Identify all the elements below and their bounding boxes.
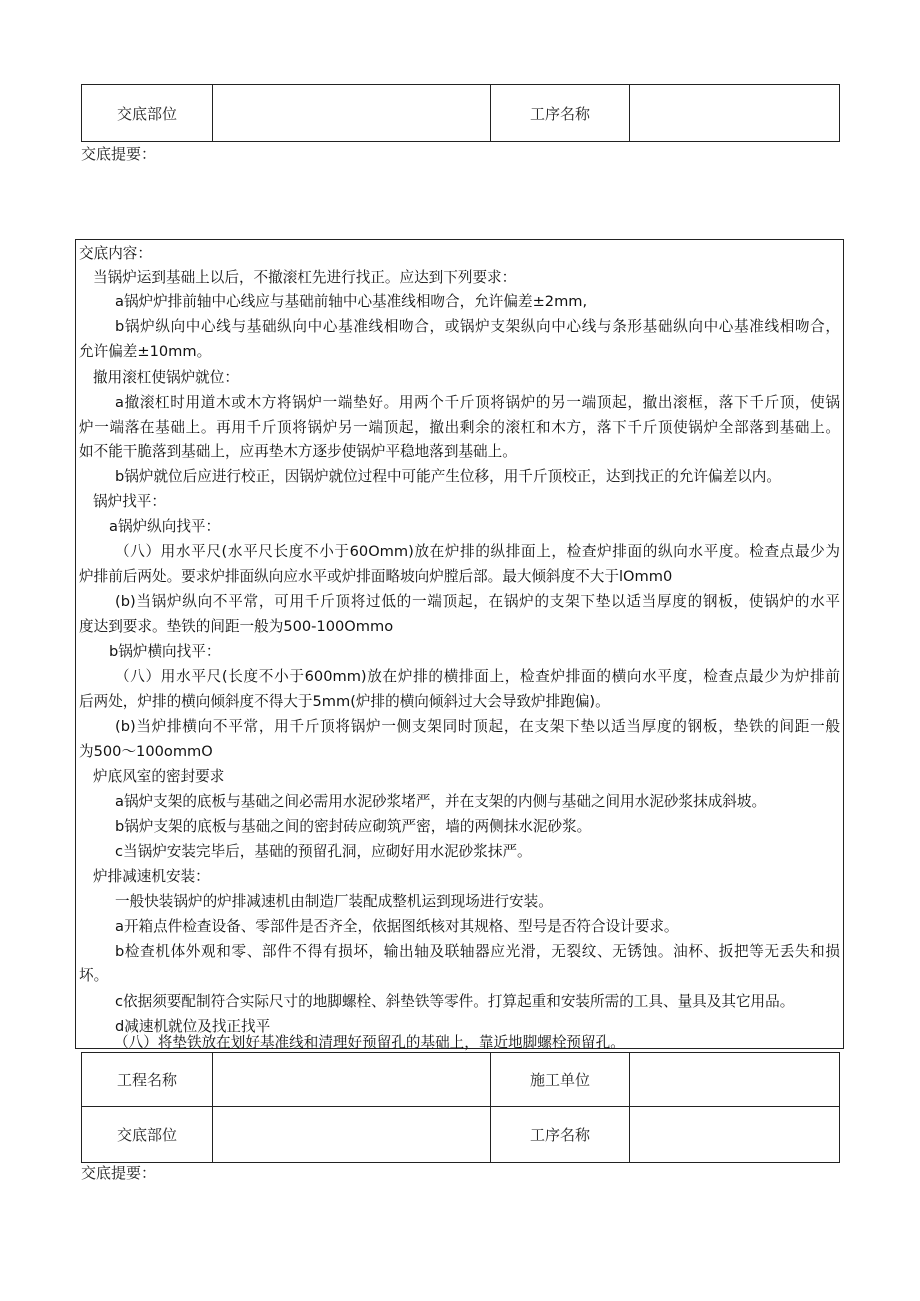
- label-part: 交底部位: [82, 85, 213, 142]
- value-part[interactable]: [213, 1107, 491, 1163]
- label-part: 交底部位: [82, 1107, 213, 1163]
- value-process[interactable]: [630, 85, 840, 142]
- content-line: d减速机就位及找正找平: [115, 1018, 271, 1035]
- content-line-last: （八）将垫铁放在划好基准线和清理好预留孔的基础上，靠近地脚螺栓预留孔。: [114, 1034, 625, 1051]
- content-line: 当锅炉运到基础上以后，不撤滚杠先进行找正。应达到下列要求：: [93, 269, 517, 286]
- label-unit: 施工单位: [491, 1053, 630, 1107]
- content-line: a锅炉支架的底板与基础之间必需用水泥砂浆堵严，并在支架的内侧与基础之间用水泥砂浆抹成斜坡。: [115, 793, 767, 810]
- header-table-bottom: [81, 1052, 840, 1163]
- content-line: 炉一端落在基础上。再用千斤顶将锅炉另一端顶起，撤出剩余的滚杠和木方，落下千斤顶使锅炉全部落到基础上。: [79, 419, 840, 436]
- content-line: 撤用滚杠使锅炉就位：: [93, 369, 239, 386]
- content-line: b锅炉就位后应进行校正，因锅炉就位过程中可能产生位移，用千斤顶校正，达到找正的允许偏差以内。: [115, 468, 781, 485]
- content-line: 坏。: [79, 967, 109, 984]
- header-table-top: [81, 84, 840, 142]
- value-part[interactable]: [213, 85, 491, 142]
- content-line: a锅炉炉排前轴中心线应与基础前轴中心基准线相吻合，允许偏差±2mm,: [115, 293, 588, 310]
- content-line: 一般快装锅炉的炉排减速机由制造厂装配成整机运到现场进行安装。: [115, 893, 553, 910]
- content-line: 炉排减速机安装：: [93, 868, 210, 885]
- value-project[interactable]: [213, 1053, 491, 1107]
- content-line: 如不能干脆落到基础上，应再垫木方逐步使锅炉平稳地落到基础上。: [79, 443, 517, 460]
- content-line: b锅炉横向找平：: [109, 643, 221, 660]
- content-line: 后两处，炉排的横向倾斜度不得大于5mm(炉排的横向倾斜过大会导致炉排跑偏)。: [79, 693, 610, 710]
- content-line: 度达到要求。垫铁的间距一般为500-100Ommo: [79, 618, 394, 635]
- content-line: a撤滚杠时用道木或木方将锅炉一端垫好。用两个千斤顶将锅炉的另一端顶起，撤出滚框，落下千斤顶，使锅: [115, 394, 840, 411]
- content-line: b锅炉纵向中心线与基础纵向中心基准线相吻合，或锅炉支架纵向中心线与条形基础纵向中心基准线相吻合，: [115, 318, 840, 335]
- content-line: c当锅炉安装完毕后，基础的预留孔洞，应砌好用水泥砂浆抹严。: [115, 843, 532, 860]
- content-line: c依据须要配制符合实际尺寸的地脚螺栓、斜垫铁等零件。打算起重和安装所需的工具、量具及其它用品。: [115, 993, 795, 1010]
- content-line: (b)当炉排横向不平常，用千斤顶将锅炉一侧支架同时顶起，在支架下垫以适当厚度的钢板，垫铁的间距一般: [115, 718, 840, 735]
- content-line: （八）用水平尺(长度不小于600mm)放在炉排的横排面上，检查炉排面的横向水平度，检查点最少为炉排前: [115, 668, 840, 685]
- value-process[interactable]: [630, 1107, 840, 1163]
- content-line: b锅炉支架的底板与基础之间的密封砖应砌筑严密，墙的两侧抹水泥砂浆。: [115, 818, 592, 835]
- content-line: b检查机体外观和零、部件不得有损坏，输出轴及联轴器应光滑，无裂纹、无锈蚀。油杯、扳把等无丢失和损: [115, 943, 840, 960]
- note-label-bottom: 交底提要：: [81, 1164, 157, 1182]
- label-process: 工序名称: [491, 1107, 630, 1163]
- label-project: 工程名称: [82, 1053, 213, 1107]
- content-line: 允许偏差±10mm。: [79, 343, 212, 360]
- content-line: （八）用水平尺(水平尺长度不小于60Omm)放在炉排的纵排面上，检查炉排面的纵向水平度。检查点最少为: [115, 543, 840, 560]
- label-process: 工序名称: [491, 85, 630, 142]
- note-label-top: 交底提要：: [81, 145, 157, 163]
- content-line: a开箱点件检查设备、零部件是否齐全，依据图纸核对其规格、型号是否符合设计要求。: [115, 918, 679, 935]
- content-line: 炉排前后两处。要求炉排面纵向应水平或炉排面略坡向炉膛后部。最大倾斜度不大于lOmm0: [79, 568, 673, 585]
- content-line: 锅炉找平：: [93, 493, 166, 510]
- content-line: a锅炉纵向找平：: [109, 518, 221, 535]
- content-line: 交底内容：: [79, 245, 152, 262]
- content-box: [75, 239, 844, 1049]
- value-unit[interactable]: [630, 1053, 840, 1107]
- content-line: 炉底风室的密封要求: [93, 768, 225, 785]
- content-line: 为500〜100ommO: [79, 743, 213, 760]
- content-line: (b)当锅炉纵向不平常，可用千斤顶将过低的一端顶起，在锅炉的支架下垫以适当厚度的钢板，使锅炉的水平: [115, 593, 840, 610]
